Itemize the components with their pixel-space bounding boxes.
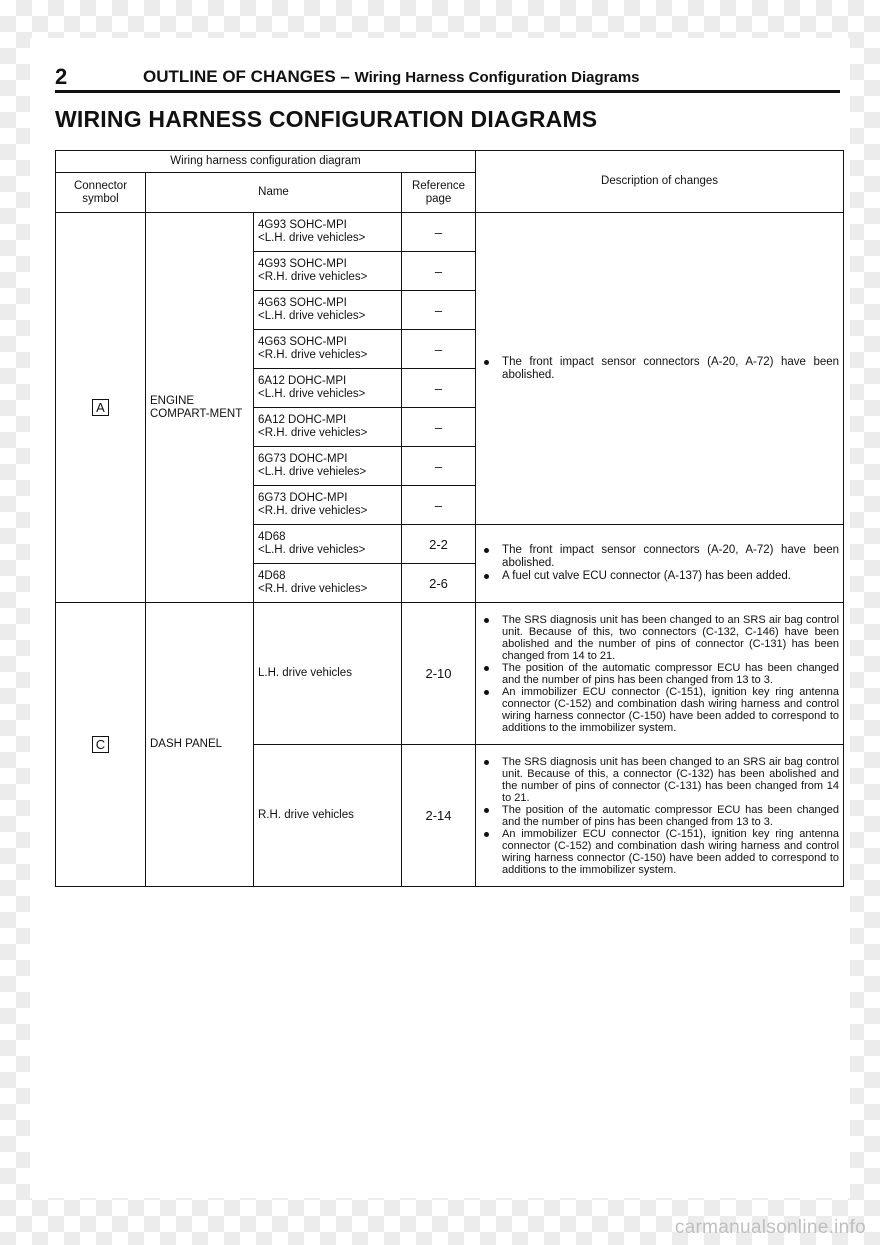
description-cell [476, 213, 844, 525]
header-title-main: OUTLINE OF CHANGES [143, 67, 336, 86]
reference-page: 2-10 [402, 603, 476, 745]
reference-page: – [402, 252, 476, 291]
section-name-c: DASH PANEL [146, 603, 254, 887]
list-item: The position of the automatic compressor ECU has been changed and the number of pins has been changed from 13 to 3. [480, 804, 839, 828]
list-item: The position of the automatic compressor ECU has been changed and the number of pins has been changed from 13 to 3. [480, 662, 839, 686]
reference-page: – [402, 408, 476, 447]
reference-page: – [402, 486, 476, 525]
list-item: An immobilizer ECU connector (C-151), ignition key ring antenna connector (C-152) and combination dash wiring harness and control wiring harness connector (C-150) have been added to correspond to additions to the immobilizer system. [480, 828, 839, 876]
description-cell [476, 745, 844, 887]
reference-page: – [402, 369, 476, 408]
symbol-box-a: A [92, 399, 109, 416]
watermark-text: carmanualsonline.info [674, 1217, 866, 1238]
section-name-a: ENGINE COMPART-MENT [146, 213, 254, 603]
list-item: The SRS diagnosis unit has been changed to an SRS air bag control unit. Because of this, two connectors (C-132, C-146) have been abolished and the number of pins of connector (C-131) has been changed from 14 to 21. [480, 614, 839, 662]
reference-page: 2-6 [402, 564, 476, 603]
table-row-name: R.H. drive vehicles [254, 745, 402, 887]
table-row-name: 6G73 DOHC-MPI <L.H. drive vehieles> [254, 447, 402, 486]
list-item: A fuel cut valve ECU connector (A-137) has been added. [480, 570, 839, 583]
header-separator: – [340, 67, 350, 86]
reference-page: – [402, 291, 476, 330]
header-subtitle: Wiring Harness Configuration Diagrams [354, 69, 640, 86]
list-item: The front impact sensor connectors (A-20, A-72) have been abolished. [480, 544, 839, 570]
table-row-name: 6A12 DOHC-MPI <R.H. drive vehicles> [254, 408, 402, 447]
table-row-name: 4G63 SOHC-MPI <R.H. drive vehicles> [254, 330, 402, 369]
reference-page: – [402, 213, 476, 252]
table-row-name: 4D68 <R.H. drive vehicles> [254, 564, 402, 603]
table-row-name: 4G63 SOHC-MPI <L.H. drive vehicles> [254, 291, 402, 330]
description-cell [476, 525, 844, 603]
list-item: The front impact sensor connectors (A-20, A-72) have been abolished. [480, 356, 839, 382]
reference-header: Reference page [402, 173, 476, 213]
main-title: WIRING HARNESS CONFIGURATION DIAGRAMS [55, 106, 598, 132]
list-item: An immobilizer ECU connector (C-151), ignition key ring antenna connector (C-152) and combination dash wiring harness and control wiring harness connector (C-150) have been added to correspond to additions to the immobilizer system. [480, 686, 839, 734]
group-header: Wiring harness configuration diagram [56, 151, 476, 173]
connector-symbol-a [56, 213, 146, 603]
reference-page: 2-14 [402, 745, 476, 887]
connector-header: Connector symbol [56, 173, 146, 213]
table-row-name: 6A12 DOHC-MPI <L.H. drive vehicles> [254, 369, 402, 408]
connector-symbol-c [56, 603, 146, 887]
name-header: Name [146, 173, 402, 213]
table-row-name: 4D68 <L.H. drive vehicles> [254, 525, 402, 564]
table-row-name: 4G93 SOHC-MPI <R.H. drive vehicles> [254, 252, 402, 291]
table-row-name: 4G93 SOHC-MPI <L.H. drive vehicles> [254, 213, 402, 252]
page-header [55, 62, 840, 93]
reference-page: 2-2 [402, 525, 476, 564]
page-number: 2 [55, 64, 68, 89]
description-cell [476, 603, 844, 745]
symbol-box-c: C [92, 736, 109, 753]
harness-table [55, 150, 844, 887]
reference-page: – [402, 330, 476, 369]
list-item: The SRS diagnosis unit has been changed to an SRS air bag control unit. Because of this, a connector (C-132) has been abolished and the number of pins of connector (C-131) has been changed from 14 to 21. [480, 756, 839, 804]
table-row-name: L.H. drive vehicles [254, 603, 402, 745]
table-row-name: 6G73 DOHC-MPI <R.H. drive vehicles> [254, 486, 402, 525]
description-header: Description of changes [476, 151, 844, 213]
reference-page: – [402, 447, 476, 486]
header-title [143, 67, 640, 87]
